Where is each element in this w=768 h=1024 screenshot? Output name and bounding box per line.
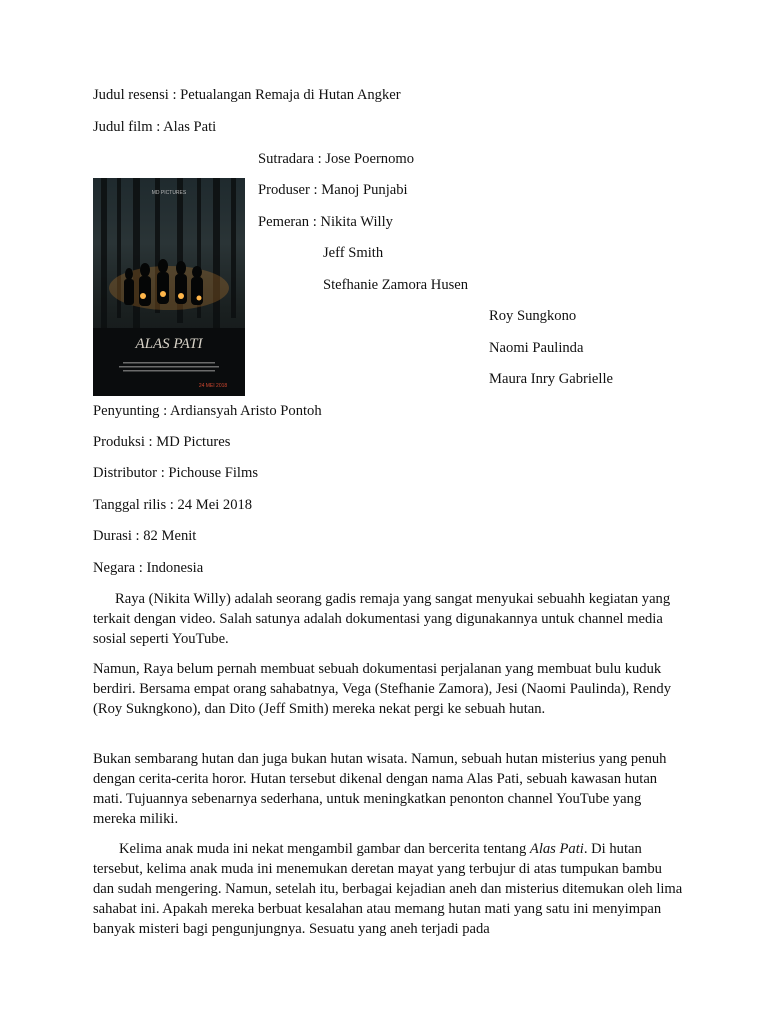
production: Produksi : MD Pictures — [93, 434, 231, 450]
cast-member: Stefhanie Zamora Husen — [323, 277, 469, 293]
paragraph-text: . Di hutan tersebut, kelima anak muda ini menemukan deretan mayat yang terbujur di atas tumpukan bambu dan sudah mengering. Namun, setelah itu, berbagai kejadian aneh dan misterius ditemukan oleh lima sahabat ini. Apakah mereka berbuat kesalahan atau memang hutan mati yang satu ini menyimpan banyak misteri bagi pengunjungnya. Sesuatu yang aneh terjadi pada — [93, 841, 683, 937]
distributor: Distributor : Pichouse Films — [93, 465, 258, 481]
synopsis-paragraph-3: Bukan sembarang hutan dan juga bukan hutan wisata. Namun, sebuah hutan misterius yang penuh dengan cerita-cerita horor. Hutan tersebut dikenal dengan nama Alas Pati, sebuah kawasan hutan mati. Tujuannya sebenarnya sederhana, untuk meningkatkan penonton channel YouTube yang mereka miliki. — [93, 751, 667, 827]
poster-header: MD PICTURES — [151, 190, 187, 196]
country: Negara : Indonesia — [93, 560, 204, 576]
synopsis-paragraph-4 — [93, 839, 685, 939]
poster-title: ALAS PATI — [135, 336, 203, 352]
cast-member: Jeff Smith — [323, 245, 384, 261]
duration: Durasi : 82 Menit — [93, 528, 197, 544]
film-name-italic: Alas Pati — [529, 841, 584, 857]
paragraph-text: Kelima anak muda ini nekat mengambil gambar dan bercerita tentang — [119, 841, 530, 857]
synopsis-paragraph-2: Namun, Raya belum pernah membuat sebuah dokumentasi perjalanan yang membuat bulu kuduk berdiri. Bersama empat orang sahabatnya, Vega (Stefhanie Zamora), Jesi (Naomi Paulinda), Rendy (Roy Sukngkono), dan Dito (Jeff Smith) mereka nekat pergi ke sebuah hutan. — [93, 661, 672, 717]
cast-member: Maura Inry Gabrielle — [489, 371, 613, 387]
cast-member: Roy Sungkono — [489, 308, 577, 324]
poster-date: 24 MEI 2018 — [198, 383, 228, 389]
release-date: Tanggal rilis : 24 Mei 2018 — [93, 497, 253, 513]
synopsis-paragraph-1: Raya (Nikita Willy) adalah seorang gadis remaja yang sangat menyukai sebuahh kegiatan yang terkait dengan video. Salah satunya adalah dokumentasi yang digunakannya untuk channel media sosial seperti YouTube. — [93, 591, 671, 647]
cast-member: Naomi Paulinda — [489, 340, 584, 356]
cast-label: Pemeran : Nikita Willy — [258, 214, 393, 230]
editor: Penyunting : Ardiansyah Aristo Pontoh — [93, 403, 322, 419]
producer: Produser : Manoj Punjabi — [258, 182, 408, 198]
review-title: Judul resensi : Petualangan Remaja di Hutan Angker — [93, 87, 401, 103]
poster-art — [93, 178, 245, 396]
movie-poster — [93, 178, 245, 396]
director: Sutradara : Jose Poernomo — [258, 151, 415, 167]
film-title: Judul film : Alas Pati — [93, 119, 217, 135]
